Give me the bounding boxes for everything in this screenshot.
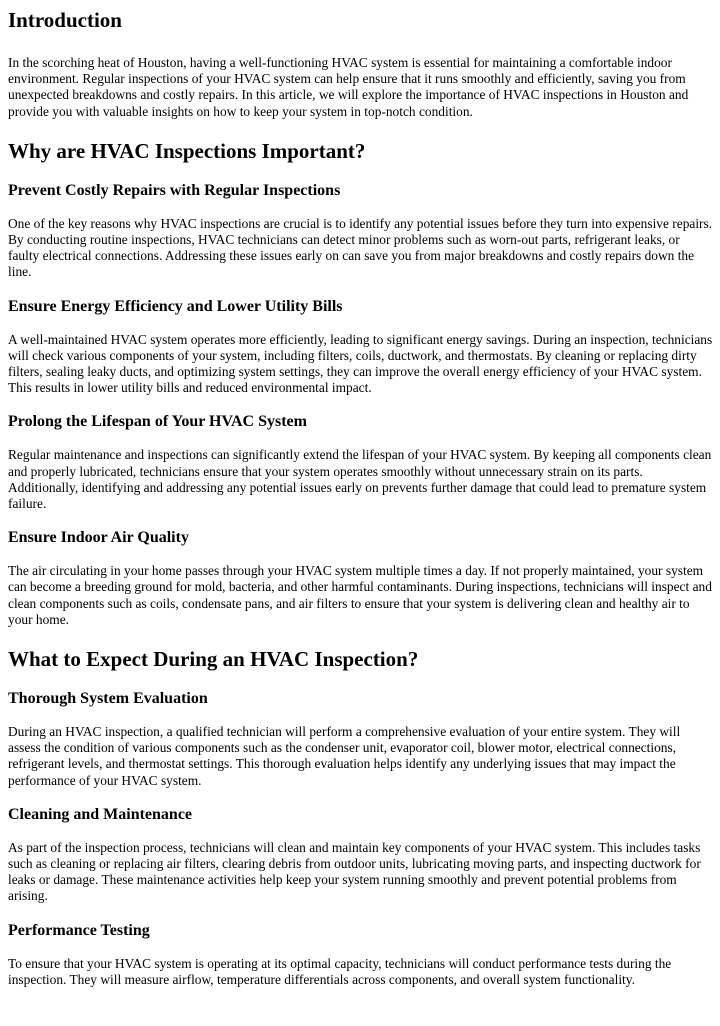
- why-heading: Why are HVAC Inspections Important?: [8, 138, 366, 163]
- section-title-cleaning-maintenance: Cleaning and Maintenance: [8, 805, 193, 823]
- section-title-air-quality: Ensure Indoor Air Quality: [8, 529, 189, 547]
- section-text-energy-efficiency: A well-maintained HVAC system operates more efficiently, leading to significant energy savings. During an inspection, technicians will check various components of your system, including filters, coils, ductwork, and thermostats. By cleaning or replacing dirty filters, sealing leaky ducts, and optimizing system settings, they can improve the overall energy efficiency of your HVAC system. This results in lower utility bills and reduced environmental impact.: [8, 331, 713, 396]
- document-page: [0, 8, 720, 988]
- section-title-lifespan: Prolong the Lifespan of Your HVAC System: [8, 413, 307, 431]
- section-title-prevent-repairs: Prevent Costly Repairs with Regular Inspections: [8, 181, 341, 199]
- section-title-performance-testing: Performance Testing: [8, 921, 150, 939]
- section-text-performance-testing: To ensure that your HVAC system is operating at its optimal capacity, technicians will conduct performance tests during the inspection. They will measure airflow, temperature differentials across components, and overall system functionality.: [8, 955, 672, 987]
- expect-heading: What to Expect During an HVAC Inspection?: [8, 647, 419, 672]
- section-text-cleaning-maintenance: As part of the inspection process, technicians will clean and maintain key components of your HVAC system. This includes tasks such as cleaning or replacing air filters, clearing debris from outdoor units, lubricating moving parts, and inspecting ductwork for leaks or damage. These maintenance activities help keep your system running smoothly and prevent potential problems from arising.: [8, 839, 701, 904]
- section-title-energy-efficiency: Ensure Energy Efficiency and Lower Utility Bills: [8, 297, 343, 315]
- section-text-prevent-repairs: One of the key reasons why HVAC inspections are crucial is to identify any potential issues before they turn into expensive repairs. By conducting routine inspections, HVAC technicians can detect minor problems such as worn-out parts, refrigerant leaks, or faulty electrical connections. Addressing these issues early on can save you from major breakdowns and costly repairs down the line.: [8, 215, 713, 280]
- section-text-system-evaluation: During an HVAC inspection, a qualified technician will perform a comprehensive evaluation of your entire system. They will assess the condition of various components such as the condenser unit, evaporator coil, blower motor, electrical connections, refrigerant levels, and thermostat settings. This thorough evaluation helps identify any underlying issues that may impact the performance of your HVAC system.: [8, 724, 681, 788]
- intro-heading: Introduction: [8, 8, 122, 32]
- section-text-air-quality: The air circulating in your home passes through your HVAC system multiple times a day. If not properly maintained, your system can become a breeding ground for mold, bacteria, and other harmful contaminants. During inspections, technicians will inspect and clean components such as coils, condensate pans, and air filters to ensure that your system is delivering clean and healthy air to your home.: [8, 563, 712, 627]
- intro-paragraph: In the scorching heat of Houston, having a well-functioning HVAC system is essential for maintaining a comfortable indoor environment. Regular inspections of your HVAC system can help ensure that it runs smoothly and efficiently, saving you from unexpected breakdowns and costly repairs. In this article, we will explore the importance of HVAC inspections in Houston and provide you with valuable insights on how to keep your system in top-notch condition.: [8, 55, 689, 119]
- section-text-lifespan: Regular maintenance and inspections can significantly extend the lifespan of your HVAC system. By keeping all components clean and properly lubricated, technicians ensure that your system operates smoothly without unnecessary strain on its parts. Additionally, identifying and addressing any potential issues early on prevents further damage that could lead to premature system failure.: [8, 447, 712, 512]
- section-title-system-evaluation: Thorough System Evaluation: [8, 690, 208, 708]
